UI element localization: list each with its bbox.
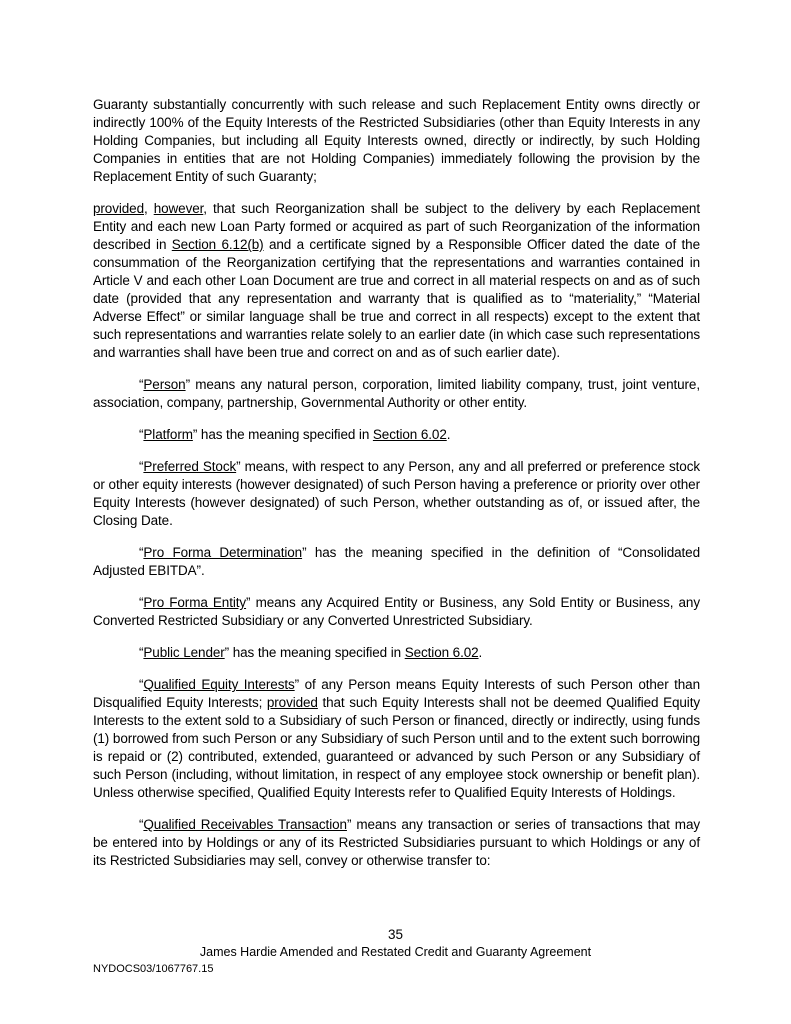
underlined-term: Person (143, 377, 186, 392)
paragraph (93, 200, 700, 362)
paragraph (93, 544, 700, 580)
text-run: ” of any Person means Equity Interests of such Person other than Disqualified Equity Interests; (93, 677, 701, 710)
underlined-term: however (153, 201, 204, 216)
text-run: ” means any transaction or series of transactions that may be entered into by Holdings or any of its Restricted Subsidiaries pursuant to which Holdings or any of its Restricted Subsidiaries may sell, convey or otherwise transfer to: (93, 817, 701, 868)
text-run: “ (139, 645, 144, 660)
footer-title: James Hardie Amended and Restated Credit and Guaranty Agreement (199, 945, 592, 959)
paragraph (93, 816, 700, 870)
underlined-term: Platform (143, 427, 193, 442)
text-run: “ (139, 595, 144, 610)
underlined-term: Section 6.02 (404, 645, 479, 660)
underlined-term: Section 6.12(b) (171, 237, 264, 252)
underlined-term: Qualified Receivables Transaction (143, 817, 347, 832)
text-run: “ (139, 459, 144, 474)
document-body (93, 96, 700, 884)
underlined-term: Preferred Stock (143, 459, 237, 474)
text-run: . (446, 427, 451, 442)
paragraph (93, 96, 700, 186)
paragraph (93, 458, 700, 530)
text-run: “ (139, 545, 144, 560)
paragraph (93, 594, 700, 630)
text-run: and a certificate signed by a Responsible Officer dated the date of the consummation of the Reorganization certifying that the representations and warranties contained in Article V and each other Loan Document are true and correct in all material respects on and as of such date (provided that any representation and warranty that is qualified as to “materiality,” “Material Adverse Effect” or similar language shall be true and correct in all respects) except to the extent that such representations and warranties relate solely to an earlier date (in which case such representations and warranties shall have been true and correct on and as of such earlier date). (93, 237, 700, 360)
text-run: “ (139, 677, 144, 692)
text-run: “ (139, 377, 144, 392)
text-run: Guaranty substantially concurrently with such release and such Replacement Entity owns directly or indirectly 100% of the Equity Interests of the Restricted Subsidiaries (other than Equity Interests in any Holding Companies, but including all Equity Interests owned, directly or indirectly, by such Holding Companies in entities that are not Holding Companies) immediately following the provision by the Replacement Entity of such Guaranty; (93, 97, 700, 184)
underlined-term: Pro Forma Entity (143, 595, 247, 610)
text-run: ” means any natural person, corporation, limited liability company, trust, joint venture, association, company, partnership, Governmental Authority or other entity. (93, 377, 700, 410)
text-run: , (144, 201, 154, 216)
page-footer (0, 926, 791, 975)
text-run: ” means, with respect to any Person, any and all preferred or preference stock or other equity interests (however designated) of such Person having a preference or priority over other Equity Interests (however designated) of such Person, whether outstanding as of, or issued after, the Closing Date. (93, 459, 700, 528)
underlined-term: Section 6.02 (372, 427, 447, 442)
text-run: “ (139, 817, 144, 832)
text-run: , that such Reorganization shall be subject to the delivery by each Replacement Entity and each new Loan Party formed or acquired as part of such Reorganization of the information described in (93, 201, 700, 252)
document-control-number: NYDOCS03/1067767.15 (93, 963, 214, 975)
text-run: . (478, 645, 483, 660)
underlined-term: Qualified Equity Interests (143, 677, 295, 692)
paragraph (93, 644, 700, 662)
text-run: ” has the meaning specified in the definition of “Consolidated Adjusted EBITDA”. (93, 545, 700, 578)
underlined-term: Pro Forma Determination (143, 545, 303, 560)
underlined-term: Public Lender (143, 645, 225, 660)
page-number: 35 (387, 927, 404, 942)
text-run: ” has the meaning specified in (192, 427, 373, 442)
paragraph (93, 676, 700, 802)
text-run: ” means any Acquired Entity or Business, any Sold Entity or Business, any Converted Restricted Subsidiary or any Converted Unrestricted Subsidiary. (93, 595, 700, 628)
underlined-term: provided (266, 695, 318, 710)
paragraph (93, 376, 700, 412)
text-run: ” has the meaning specified in (224, 645, 405, 660)
text-run: “ (139, 427, 144, 442)
paragraph (93, 426, 700, 444)
underlined-term: provided (93, 201, 144, 216)
text-run: that such Equity Interests shall not be deemed Qualified Equity Interests to the extent sold to a Subsidiary of such Person or financed, directly or indirectly, using funds (1) borrowed from such Person or any Subsidiary of such Person until and to the extent such borrowing is repaid or (2) contributed, extended, guaranteed or advanced by such Person or any Subsidiary of such Person (including, without limitation, in respect of any employee stock ownership or benefit plan). Unless otherwise specified, Qualified Equity Interests refer to Qualified Equity Interests of Holdings. (93, 695, 700, 800)
